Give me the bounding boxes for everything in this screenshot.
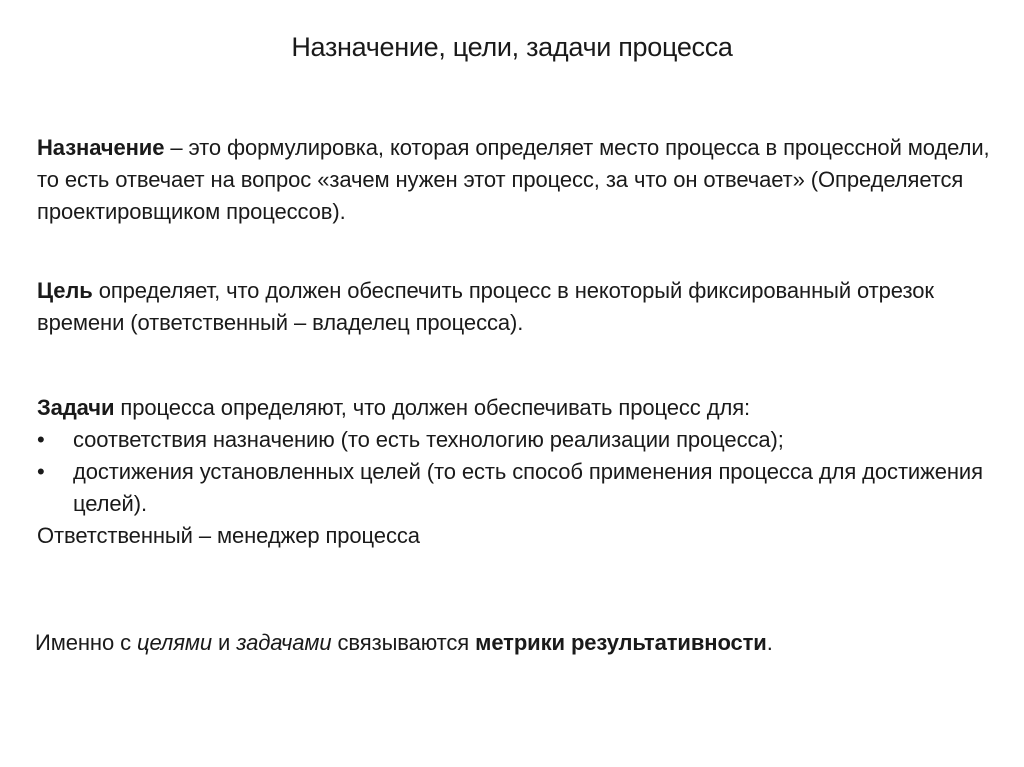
purpose-text: – это формулировка, которая определяет место процесса в процессной модели, то есть отвечает на вопрос «зачем нужен этот процесс, за что он отвечает» (Определяется проектировщиком процессов). bbox=[37, 135, 990, 224]
purpose-term: Назначение bbox=[37, 135, 165, 160]
responsible-line: Ответственный – менеджер процесса bbox=[37, 523, 420, 548]
tasks-term: Задачи bbox=[37, 395, 115, 420]
bullet-icon: • bbox=[37, 459, 45, 484]
bullet-text: достижения установленных целей (то есть способ применения процесса для достижения целей). bbox=[73, 459, 983, 516]
metrics-text-1: Именно с bbox=[35, 630, 138, 655]
metrics-text-4: . bbox=[766, 630, 773, 655]
tasks-intro bbox=[37, 392, 997, 424]
metrics-tasks-word: задачами bbox=[236, 630, 332, 655]
metrics-goals-word: целями bbox=[137, 630, 213, 655]
tasks-paragraph bbox=[37, 392, 997, 552]
metrics-paragraph bbox=[35, 627, 995, 659]
purpose-paragraph bbox=[37, 132, 997, 228]
bullet-text: соответствия назначению (то есть технологию реализации процесса); bbox=[73, 427, 784, 452]
metrics-text-2: и bbox=[212, 630, 237, 655]
list-item bbox=[37, 456, 997, 520]
tasks-bullet-list bbox=[37, 424, 997, 520]
tasks-text: процесса определяют, что должен обеспечивать процесс для: bbox=[114, 395, 751, 420]
goal-paragraph bbox=[37, 275, 997, 339]
goal-term: Цель bbox=[37, 278, 93, 303]
slide-title: Назначение, цели, задачи процесса bbox=[291, 32, 733, 62]
list-item bbox=[37, 424, 997, 456]
bullet-icon: • bbox=[37, 427, 45, 452]
metrics-text-3: связываются bbox=[331, 630, 476, 655]
metrics-term: метрики результативности bbox=[475, 630, 767, 655]
goal-text: определяет, что должен обеспечить процесс в некоторый фиксированный отрезок времени (ответственный – владелец процесса). bbox=[37, 278, 934, 335]
